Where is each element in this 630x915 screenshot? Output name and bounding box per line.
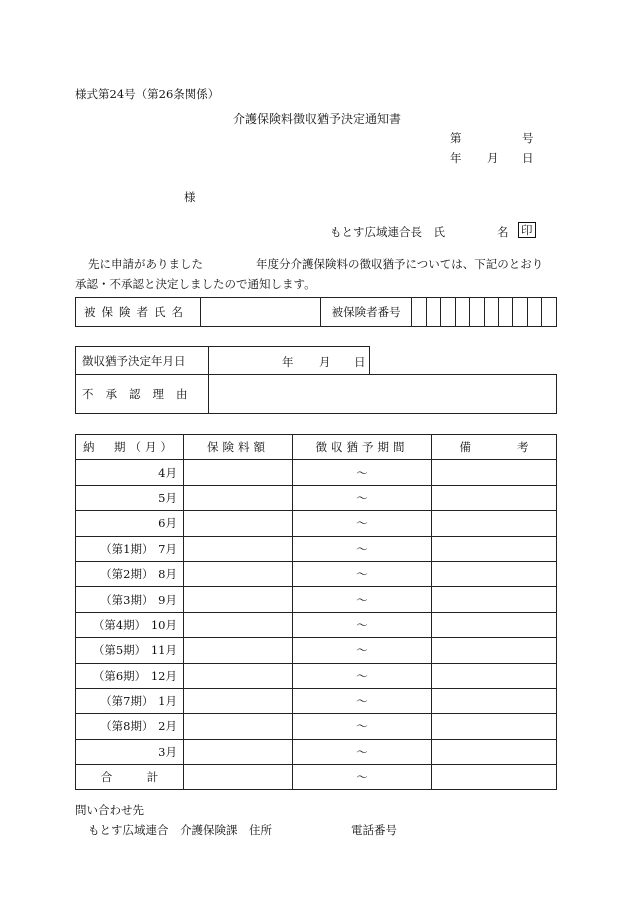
insured-number-label: 被保険者番号 xyxy=(321,298,412,327)
premium-cell[interactable] xyxy=(184,663,293,688)
premium-cell[interactable] xyxy=(184,536,293,561)
decision-date-label: 徴収猶予決定年月日 xyxy=(76,347,209,375)
remarks-cell[interactable] xyxy=(432,511,557,536)
premium-cell[interactable] xyxy=(184,485,293,510)
premium-cell[interactable] xyxy=(184,612,293,637)
ref-go: 号 xyxy=(522,131,534,145)
header-remarks: 備 考 xyxy=(432,435,557,460)
period-prefix: （第6期） xyxy=(92,668,147,683)
due-month-cell xyxy=(76,638,184,663)
total-label: 合 計 xyxy=(76,765,184,790)
deferral-term-cell: ～ xyxy=(293,536,432,561)
deferral-term-cell: ～ xyxy=(293,638,432,663)
deferral-term-cell: ～ xyxy=(293,714,432,739)
remarks-cell[interactable] xyxy=(432,561,557,586)
insured-name-field[interactable] xyxy=(201,298,321,327)
document-title: 介護保険料徴収猶予決定通知書 xyxy=(233,112,402,126)
month-label: 12月 xyxy=(150,668,177,683)
due-month-cell xyxy=(76,561,184,586)
decision-date-field[interactable] xyxy=(209,347,370,375)
period-prefix: （第7期） xyxy=(100,694,154,709)
period-prefix: （第8期） xyxy=(100,719,154,734)
insured-number-digit[interactable] xyxy=(527,298,541,327)
due-month-cell xyxy=(76,511,184,536)
header-due-month: 納 期（月） xyxy=(76,435,184,460)
premium-cell[interactable] xyxy=(184,561,293,586)
date-day: 日 xyxy=(522,151,534,165)
schedule-row xyxy=(76,587,557,612)
schedule-row xyxy=(76,511,557,536)
due-month-cell xyxy=(76,536,184,561)
schedule-row xyxy=(76,485,557,510)
insured-number-digit[interactable] xyxy=(513,298,527,327)
remarks-cell[interactable] xyxy=(432,688,557,713)
period-prefix: （第3期） xyxy=(100,592,154,607)
premium-cell[interactable] xyxy=(184,460,293,485)
month-label: 1月 xyxy=(158,694,177,709)
remarks-cell[interactable] xyxy=(432,714,557,739)
remarks-cell[interactable] xyxy=(432,485,557,510)
total-premium-cell[interactable] xyxy=(184,765,293,790)
schedule-row xyxy=(76,739,557,764)
total-remarks-cell[interactable] xyxy=(432,765,557,790)
issuer-label: もとす広域連合長 氏 xyxy=(330,225,445,239)
schedule-row xyxy=(76,536,557,561)
remarks-cell[interactable] xyxy=(432,612,557,637)
contact-heading: 問い合わせ先 xyxy=(75,803,144,817)
decision-date-day: 日 xyxy=(354,355,366,369)
deferral-term-cell: ～ xyxy=(293,460,432,485)
decision-date-year: 年 xyxy=(282,355,294,369)
schedule-row xyxy=(76,714,557,739)
premium-cell[interactable] xyxy=(184,688,293,713)
insured-table xyxy=(75,297,557,327)
remarks-cell[interactable] xyxy=(432,663,557,688)
remarks-cell[interactable] xyxy=(432,536,557,561)
month-label: 3月 xyxy=(158,744,177,759)
month-label: 7月 xyxy=(158,541,177,556)
period-prefix: （第5期） xyxy=(92,643,147,658)
body-line1-b: 年度分介護保険料の徴収猶予については、下記のとおり xyxy=(256,257,544,271)
period-prefix: （第4期） xyxy=(92,617,147,632)
deferral-term-cell: ～ xyxy=(293,739,432,764)
deferral-term-cell: ～ xyxy=(293,663,432,688)
decision-table xyxy=(75,346,557,414)
schedule-row xyxy=(76,460,557,485)
due-month-cell xyxy=(76,688,184,713)
schedule-row xyxy=(76,638,557,663)
period-prefix: （第1期） xyxy=(100,541,154,556)
reason-label: 不承認理由 xyxy=(76,375,209,414)
month-label: 8月 xyxy=(158,567,177,582)
deferral-term-cell: ～ xyxy=(293,511,432,536)
premium-cell[interactable] xyxy=(184,511,293,536)
month-label: 2月 xyxy=(158,719,177,734)
insured-number-digit[interactable] xyxy=(455,298,469,327)
month-label: 6月 xyxy=(158,516,177,531)
month-label: 5月 xyxy=(158,490,177,505)
insured-number-digit[interactable] xyxy=(498,298,512,327)
deferral-term-cell: ～ xyxy=(293,485,432,510)
contact-org: もとす広域連合 介護保険課 住所 xyxy=(88,823,272,837)
premium-cell[interactable] xyxy=(184,714,293,739)
date-month: 月 xyxy=(487,151,499,165)
premium-cell[interactable] xyxy=(184,638,293,663)
contact-phone-label: 電話番号 xyxy=(351,823,397,837)
body-line1-a: 先に申請がありました xyxy=(88,257,203,271)
due-month-cell xyxy=(76,663,184,688)
insured-number-digit[interactable] xyxy=(441,298,455,327)
deferral-term-cell: ～ xyxy=(293,688,432,713)
schedule-row xyxy=(76,663,557,688)
due-month-cell xyxy=(76,612,184,637)
remarks-cell[interactable] xyxy=(432,739,557,764)
due-month-cell xyxy=(76,485,184,510)
remarks-cell[interactable] xyxy=(432,638,557,663)
ref-dai: 第 xyxy=(450,131,462,145)
month-label: 10月 xyxy=(150,617,177,632)
seal-mark: 印 xyxy=(518,222,536,238)
month-label: 4月 xyxy=(158,465,177,480)
issuer-name-label: 名 xyxy=(497,225,509,239)
decision-blank xyxy=(370,347,557,375)
insured-number-digit[interactable] xyxy=(426,298,440,327)
due-month-cell xyxy=(76,739,184,764)
form-number: 様式第24号（第26条関係） xyxy=(75,87,220,101)
decision-date-month: 月 xyxy=(319,355,331,369)
insured-name-label: 被保険者氏名 xyxy=(76,298,201,327)
remarks-cell[interactable] xyxy=(432,587,557,612)
premium-cell[interactable] xyxy=(184,587,293,612)
period-prefix: （第2期） xyxy=(100,567,154,582)
insured-number-digit[interactable] xyxy=(470,298,484,327)
addressee-suffix: 様 xyxy=(184,190,196,204)
deferral-term-cell: ～ xyxy=(293,561,432,586)
remarks-cell[interactable] xyxy=(432,460,557,485)
total-term-cell: ～ xyxy=(293,765,432,790)
insured-number-digit[interactable] xyxy=(412,298,426,327)
month-label: 9月 xyxy=(158,592,177,607)
due-month-cell xyxy=(76,587,184,612)
header-deferral-term: 徴収猶予期間 xyxy=(293,435,432,460)
due-month-cell xyxy=(76,714,184,739)
date-year: 年 xyxy=(450,151,462,165)
deferral-term-cell: ～ xyxy=(293,587,432,612)
header-premium: 保険料額 xyxy=(184,435,293,460)
deferral-term-cell: ～ xyxy=(293,612,432,637)
body-line2: 承認・不承認と決定しましたので通知します。 xyxy=(75,277,316,291)
schedule-row xyxy=(76,561,557,586)
schedule-row xyxy=(76,612,557,637)
insured-number-digit[interactable] xyxy=(542,298,557,327)
reason-field[interactable] xyxy=(209,375,557,414)
premium-cell[interactable] xyxy=(184,739,293,764)
schedule-row xyxy=(76,688,557,713)
schedule-table xyxy=(75,434,557,790)
insured-number-digit[interactable] xyxy=(484,298,498,327)
month-label: 11月 xyxy=(150,643,177,658)
due-month-cell xyxy=(76,460,184,485)
